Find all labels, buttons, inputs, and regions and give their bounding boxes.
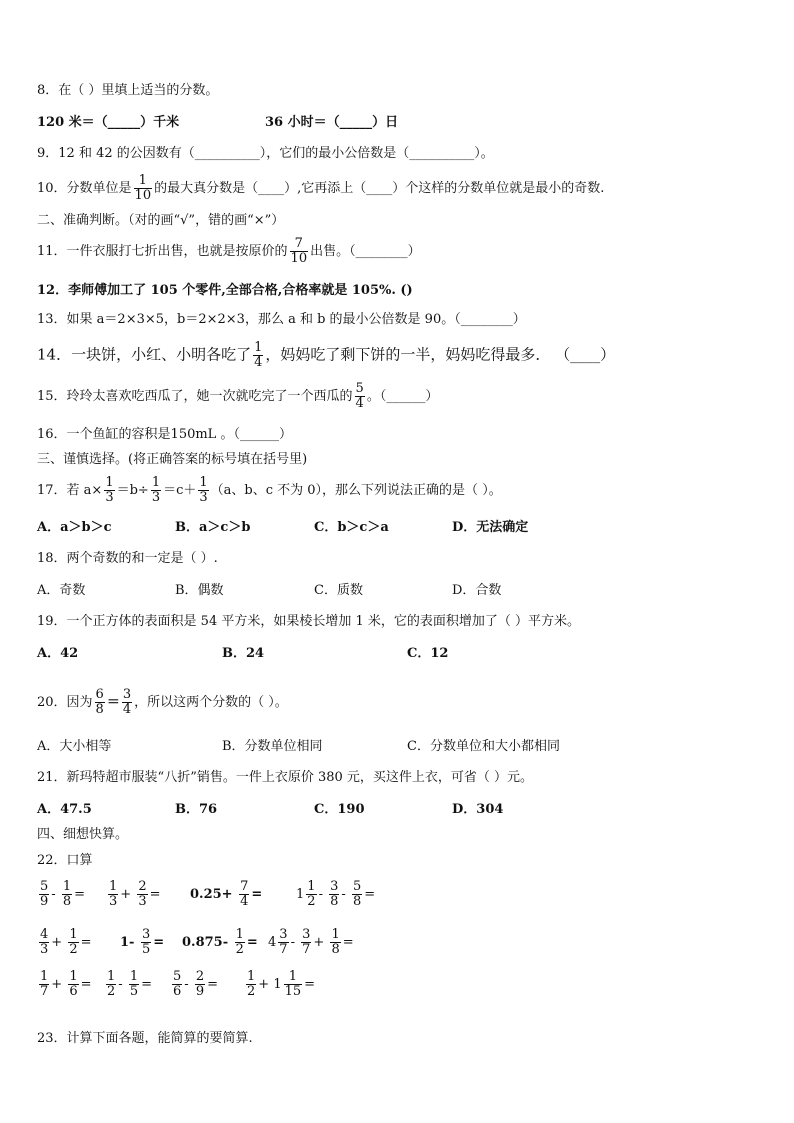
- q20-post: ，所以这两个分数的（ ）。: [134, 695, 288, 710]
- q8-right: 36 小时＝（_____）日: [265, 115, 399, 130]
- calc-r1-c3: 0.25+ $\frac{7}{4}$ =: [190, 879, 263, 909]
- q9-text: 9．12 和 42 的公因数有（__________），它们的最小公倍数是（__________）。: [37, 146, 494, 161]
- q11-pre: 11．一件衣服打七折出售，也就是按原价的: [37, 244, 288, 259]
- q12-text: 12．李师傅加工了 105 个零件,全部合格,合格率就是 105%. (): [37, 283, 413, 298]
- q21-option-c: C．190: [314, 802, 365, 817]
- q8-text: 8．在（ ）里填上适当的分数。: [37, 83, 219, 98]
- q14-pre: 14．一块饼，小红、小明各吃了: [37, 345, 252, 364]
- calc-r3-c2: $\frac{1}{2}$ - $\frac{1}{5}$ =: [107, 969, 153, 999]
- q17-option-d: D．无法确定: [452, 520, 529, 535]
- calc-r3-c4: $\frac{1}{2}$ + 1 $\frac{1}{15}$ =: [247, 969, 316, 999]
- q10-pre: 10．分数单位是: [37, 181, 132, 196]
- q18-option-a: A．奇数: [37, 583, 86, 598]
- calc-r1-c1: $\frac{5}{9}$ - $\frac{1}{8}$ =: [40, 879, 86, 909]
- q15-line: [37, 382, 438, 411]
- q20-line: [37, 688, 288, 717]
- q17-fraction-3: $\frac{1}{3}$: [199, 475, 208, 505]
- q18-text: 18．两个奇数的和一定是（ ）.: [37, 551, 218, 566]
- q19-option-a: A．42: [37, 646, 79, 661]
- q15-post: 。（______）: [366, 389, 439, 404]
- calc-r2-c3: 0.875- $\frac{1}{2}$ =: [182, 927, 258, 957]
- q18-option-d: D．合数: [452, 583, 502, 598]
- q21-option-b: B．76: [175, 802, 218, 817]
- calc-r2-c4: 4 $\frac{3}{7}$ - $\frac{3}{7}$ + $\frac{1}{8}$ =: [268, 927, 354, 957]
- q17-fraction-1: $\frac{1}{3}$: [105, 475, 114, 505]
- q17-part1: 17．若 a×: [37, 483, 103, 498]
- q21-text: 21．新玛特超市服装“八折”销售。一件上衣原价 380 元，买这件上衣，可省（ ）元。: [37, 770, 534, 785]
- q17-option-b: B．a＞c＞b: [175, 520, 251, 535]
- section-3-heading: 三、谨慎选择。(将正确答案的标号填在括号里): [37, 452, 308, 467]
- q20-option-a: A．大小相等: [37, 739, 112, 754]
- q20-fraction-1: $\frac{6}{8}$: [95, 687, 104, 717]
- q20-equals: ＝: [106, 695, 120, 710]
- q11-post: 出售。（________）: [310, 244, 421, 259]
- q18-option-b: B．偶数: [175, 583, 224, 598]
- q15-fraction: $\frac{5}{4}$: [355, 381, 364, 411]
- q19-text: 19．一个正方体的表面积是 54 平方米，如果棱长增加 1 米，它的表面积增加了（ ）平方米。: [37, 614, 581, 629]
- q14-line: [37, 341, 615, 370]
- calc-r1-c2: $\frac{1}{3}$ + $\frac{2}{3}$ =: [109, 879, 161, 909]
- section-2-heading: 二、准确判断。（对的画“√”，错的画“×”）: [37, 213, 285, 228]
- calc-r3-c3: $\frac{5}{6}$ - $\frac{2}{9}$ =: [173, 969, 219, 999]
- q21-option-d: D．304: [452, 802, 504, 817]
- q16-text: 16．一个鱼缸的容积是150mL 。（______）: [37, 427, 292, 442]
- q17-option-a: A．a＞b＞c: [37, 520, 112, 535]
- q19-option-b: B．24: [222, 646, 265, 661]
- calc-r1-c4: 1 $\frac{1}{2}$ - $\frac{3}{8}$ - $\frac{5}{8}$ =: [296, 879, 376, 909]
- q14-post: ，妈妈吃了剩下饼的一半，妈妈吃得最多． （____）: [265, 345, 616, 364]
- q18-option-c: C．质数: [314, 583, 363, 598]
- q10-post: 的最大真分数是（____）,它再添上（____）个这样的分数单位就是最小的奇数.: [154, 181, 605, 196]
- q17-line: [37, 476, 502, 505]
- q11-fraction: $\frac{7}{10}$: [290, 236, 308, 266]
- calc-r2-c2: 1- $\frac{3}{5}$ =: [120, 927, 165, 957]
- q15-pre: 15．玲玲太喜欢吃西瓜了，她一次就吃完了一个西瓜的: [37, 389, 353, 404]
- q10-fraction: $\frac{1}{10}$: [134, 173, 152, 203]
- q19-option-c: C．12: [407, 646, 449, 661]
- calc-r3-c1: $\frac{1}{7}$ + $\frac{1}{6}$ =: [40, 969, 92, 999]
- q20-option-b: B．分数单位相同: [222, 739, 323, 754]
- q17-fraction-2: $\frac{1}{3}$: [151, 475, 161, 505]
- q10-line: [37, 174, 604, 203]
- q17-part3: ＝c＋: [163, 483, 197, 498]
- q8-left: 120 米＝（_____）千米: [37, 115, 180, 130]
- q20-option-c: C．分数单位和大小都相同: [407, 739, 560, 754]
- q13-text: 13．如果 a＝2×3×5，b＝2×2×3，那么 a 和 b 的最小公倍数是 90。（________）: [37, 312, 526, 327]
- q17-part4: （a、b、c 不为 0），那么下列说法正确的是（ ）。: [210, 483, 502, 498]
- q20-pre: 20．因为: [37, 695, 93, 710]
- q11-line: [37, 237, 421, 266]
- section-4-heading: 四、细想快算。: [37, 827, 129, 842]
- q17-option-c: C．b＞c＞a: [314, 520, 389, 535]
- q17-part2: ＝b÷: [116, 483, 149, 498]
- q22-text: 22．口算: [37, 853, 93, 868]
- q23-text: 23．计算下面各题，能简算的要简算.: [37, 1031, 253, 1046]
- q21-option-a: A．47.5: [37, 802, 92, 817]
- q14-fraction: $\frac{1}{4}$: [254, 340, 263, 370]
- calc-r2-c1: $\frac{4}{3}$ + $\frac{1}{2}$ =: [40, 927, 92, 957]
- q20-fraction-2: $\frac{3}{4}$: [122, 687, 132, 717]
